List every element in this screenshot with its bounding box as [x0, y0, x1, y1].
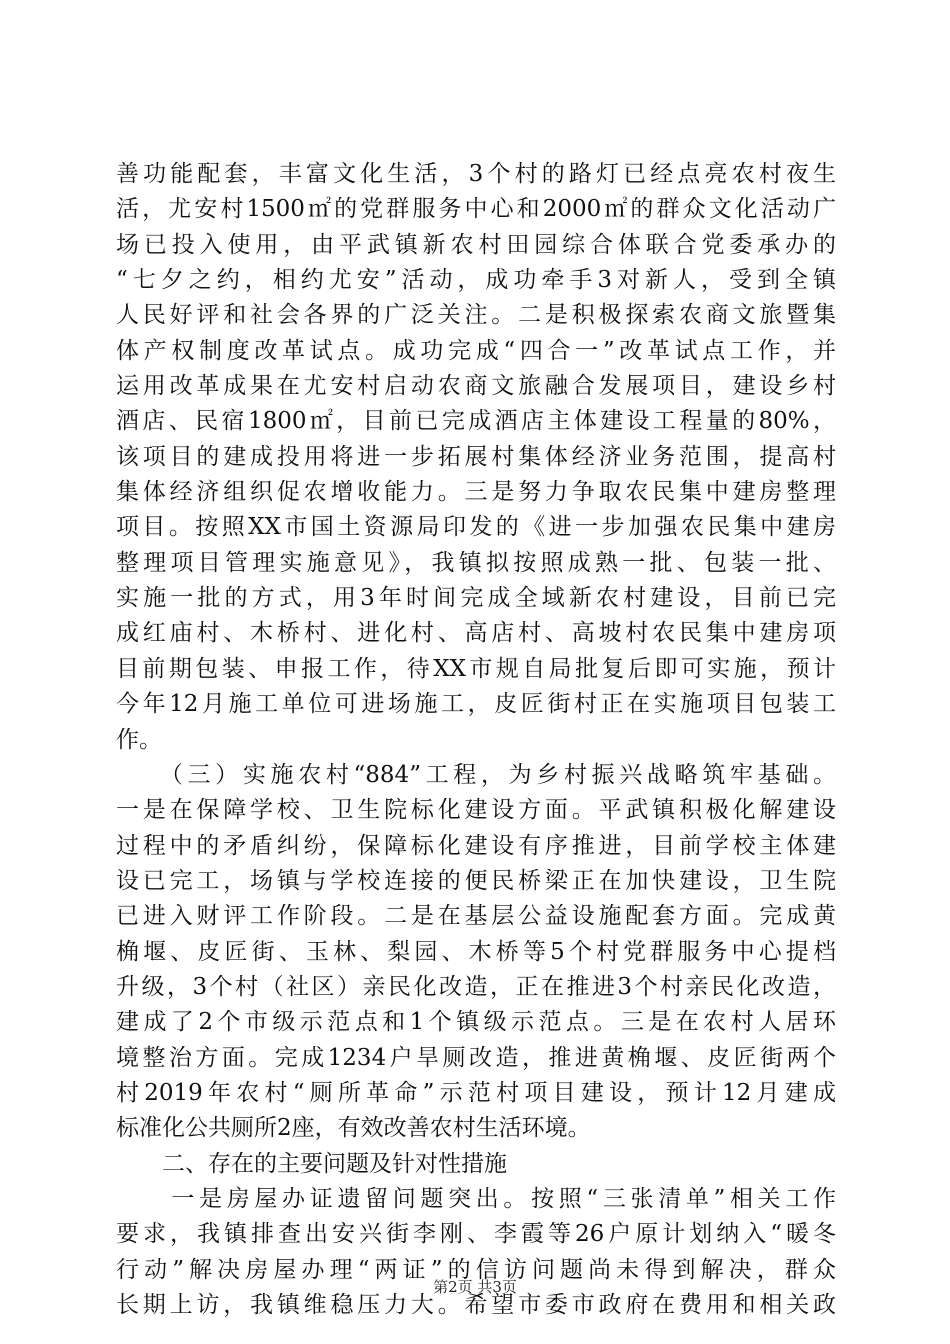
text-line: 善功能配套，丰富文化生活，3个村的路灯已经点亮农村夜生 — [116, 161, 836, 187]
text-line: 体产权制度改革试点。成功完成“四合一”改革试点工作，并 — [116, 337, 836, 364]
text-line: 升级，3个村（社区）亲民化改造，正在推进3个村亲民化改造， — [116, 973, 836, 1000]
section-heading: （三）实施农村“884”工程，为乡村振兴战略筑牢基础。 — [116, 761, 836, 788]
text-line: 集体经济组织促农增收能力。三是努力争取农民集中建房整理 — [116, 479, 836, 506]
text-line: 该项目的建成投用将进一步拓展村集体经济业务范围，提高村 — [116, 443, 836, 470]
text-line: 行动”解决房屋办理“两证”的信访问题尚未得到解决，群众 — [116, 1256, 836, 1283]
section-heading: 二、存在的主要问题及针对性措施 — [116, 1150, 507, 1177]
text-line: 酒店、民宿1800㎡，目前已完成酒店主体建设工程量的80%， — [116, 408, 836, 435]
text-line: 成红庙村、木桥村、进化村、高店村、高坡村农民集中建房项 — [116, 620, 836, 647]
text-line: 要求，我镇排查出安兴街李刚、李霞等26户原计划纳入“暖冬 — [116, 1221, 836, 1248]
text-line: 一是房屋办证遗留问题突出。按照“三张清单”相关工作 — [116, 1185, 836, 1212]
text-line: 实施一批的方式，用3年时间完成全域新农村建设，目前已完 — [116, 585, 836, 612]
text-line: 项目。按照XX市国土资源局印发的《进一步加强农民集中建房 — [116, 514, 836, 541]
text-line: “七夕之约，相约尤安”活动，成功牵手3对新人，受到全镇 — [116, 267, 836, 294]
text-line: 目前期包装、申报工作，待XX市规自局批复后即可实施，预计 — [116, 655, 836, 682]
text-line: 过程中的矛盾纠纷，保障标化建设有序推进，目前学校主体建 — [116, 832, 836, 859]
text-line: 活，尤安村1500㎡的党群服务中心和2000㎡的群众文化活动广 — [116, 196, 836, 223]
text-line: 桷堰、皮匠街、玉林、梨园、木桥等5个村党群服务中心提档 — [116, 938, 836, 965]
text-line: 境整治方面。完成1234户旱厕改造，推进黄桷堰、皮匠街两个 — [116, 1044, 836, 1071]
page-number: 第2页 共3页 — [433, 1278, 517, 1296]
text-line: 场已投入使用，由平武镇新农村田园综合体联合党委承办的 — [116, 231, 836, 258]
text-line: 作。 — [116, 726, 162, 753]
text-line: 今年12月施工单位可进场施工，皮匠街村正在实施项目包装工 — [116, 691, 836, 718]
text-line: 运用改革成果在尤安村启动农商文旅融合发展项目，建设乡村 — [116, 373, 836, 400]
body-text — [116, 157, 836, 1323]
text-line: 人民好评和社会各界的广泛关注。二是积极探索农商文旅暨集 — [116, 302, 836, 329]
text-line: 一是在保障学校、卫生院标化建设方面。平武镇积极化解建设 — [116, 797, 836, 824]
text-line: 设已完工，场镇与学校连接的便民桥梁正在加快建设，卫生院 — [116, 867, 836, 894]
text-line: 标准化公共厕所2座，有效改善农村生活环境。 — [116, 1115, 591, 1142]
text-line: 村2019年农村“厕所革命”示范村项目建设，预计12月建成 — [116, 1079, 836, 1106]
text-line: 长期上访，我镇维稳压力大。希望市委市政府在费用和相关政 — [116, 1292, 836, 1318]
text-line: 整理项目管理实施意见》，我镇拟按照成熟一批、包装一批、 — [116, 549, 836, 576]
text-line: 建成了2个市级示范点和1个镇级示范点。三是在农村人居环 — [116, 1009, 836, 1036]
page-footer — [0, 1276, 950, 1297]
text-line: 已进入财评工作阶段。二是在基层公益设施配套方面。完成黄 — [116, 903, 836, 930]
